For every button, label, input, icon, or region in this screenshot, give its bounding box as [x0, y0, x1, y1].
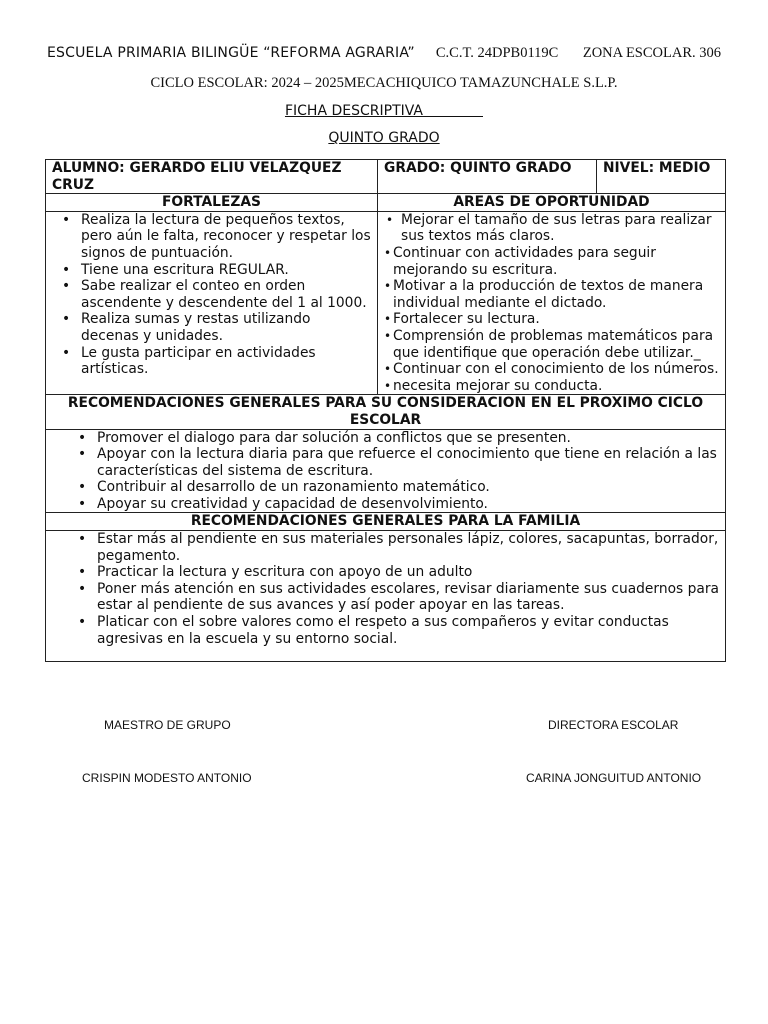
list-item: • Estar más al pendiente en sus materiales personales lápiz, colores, sacapuntas, borrador, pegamento.	[52, 531, 719, 564]
strengths-list	[52, 212, 371, 378]
list-item: • Sabe realizar el conteo en orden ascendente y descendente del 1 al 1000.	[52, 278, 371, 311]
student-info-row	[46, 160, 726, 194]
student-grade: GRADO: QUINTO GRADO	[378, 160, 597, 194]
document-title-line	[0, 102, 768, 119]
list-item: • Tiene una escritura REGULAR.	[52, 262, 371, 279]
list-item: • Practicar la lectura y escritura con apoyo de un adulto	[52, 564, 719, 581]
list-item: • Contribuir al desarrollo de un razonamiento matemático.	[52, 479, 719, 496]
school-cct: C.C.T. 24DPB0119C	[435, 45, 559, 61]
list-item: • Mejorar el tamaño de sus letras para realizar sus textos más claros.	[384, 212, 719, 245]
school-name: ESCUELA PRIMARIA BILINGÜE “REFORMA AGRARIA”	[46, 45, 415, 61]
school-zone: ZONA ESCOLAR. 306	[582, 45, 722, 61]
teacher-name: CRISPIN MODESTO ANTONIO	[82, 771, 252, 785]
opportunities-list	[384, 212, 719, 395]
opportunities-heading: AREAS DE OPORTUNIDAD	[378, 194, 726, 212]
school-cycle: CICLO ESCOLAR: 2024 – 2025MECACHIQUICO TAMAZUNCHALE S.L.P.	[150, 75, 618, 91]
grade-title: QUINTO GRADO	[328, 130, 440, 146]
opportunities-cell	[378, 211, 726, 395]
family-heading-row	[46, 513, 726, 531]
school-header-line	[0, 45, 768, 62]
list-item: • Poner más atención en sus actividades escolares, revisar diariamente sus cuadernos para estar al pendiente de sus avances y así poder apoyar en las tareas.	[52, 581, 719, 614]
strengths-heading: FORTALEZAS	[46, 194, 378, 212]
list-item: • Comprensión de problemas matemáticos para que identifique que operación debe utilizar._	[384, 328, 719, 361]
family-heading: RECOMENDACIONES GENERALES PARA LA FAMILIA	[46, 513, 726, 531]
next-cycle-heading-row	[46, 395, 726, 429]
list-item: • Continuar con el conocimiento de los números.	[384, 361, 719, 378]
document-title: FICHA DESCRIPTIVA	[284, 103, 424, 119]
list-item: • Le gusta participar en actividades artísticas.	[52, 345, 371, 378]
list-item: • Realiza la lectura de pequeños textos, pero aún le falta, reconocer y respetar los signos de puntuación.	[52, 212, 371, 262]
teacher-role: MAESTRO DE GRUPO	[104, 718, 231, 732]
director-role: DIRECTORA ESCOLAR	[548, 718, 679, 732]
director-name: CARINA JONGUITUD ANTONIO	[526, 771, 702, 785]
descriptive-card-table	[45, 159, 726, 662]
family-list	[52, 531, 719, 647]
family-row	[46, 531, 726, 662]
list-item: • Platicar con el sobre valores como el respeto a sus compañeros y evitar conductas agresivas en la escuela y su entorno social.	[52, 614, 719, 647]
next-cycle-heading: RECOMENDACIONES GENERALES PARA SU CONSIDERACION EN EL PROXIMO CICLO ESCOLAR	[46, 395, 726, 429]
list-item: • Fortalecer su lectura.	[384, 311, 719, 328]
strengths-cell	[46, 211, 378, 395]
list-item: • Continuar con actividades para seguir mejorando su escritura.	[384, 245, 719, 278]
list-item: • Apoyar con la lectura diaria para que refuerce el conocimiento que tiene en relación a las características del sistema de escritura.	[52, 446, 719, 479]
section-headings-row	[46, 194, 726, 212]
list-item: • Realiza sumas y restas utilizando decenas y unidades.	[52, 311, 371, 344]
list-item: • necesita mejorar su conducta.	[384, 378, 719, 395]
strengths-opportunities-row	[46, 211, 726, 395]
list-item: • Motivar a la producción de textos de manera individual mediante el dictado.	[384, 278, 719, 311]
next-cycle-row	[46, 429, 726, 513]
student-name: ALUMNO: GERARDO ELIU VELAZQUEZ CRUZ	[46, 160, 378, 194]
title-underline-fill	[423, 102, 483, 117]
list-item: • Promover el dialogo para dar solución a conflictos que se presenten.	[52, 430, 719, 447]
next-cycle-list	[52, 430, 719, 513]
family-cell	[46, 531, 726, 662]
list-item: • Apoyar su creatividad y capacidad de desenvolvimiento.	[52, 496, 719, 513]
student-level: NIVEL: MEDIO	[597, 160, 726, 194]
next-cycle-cell	[46, 429, 726, 513]
